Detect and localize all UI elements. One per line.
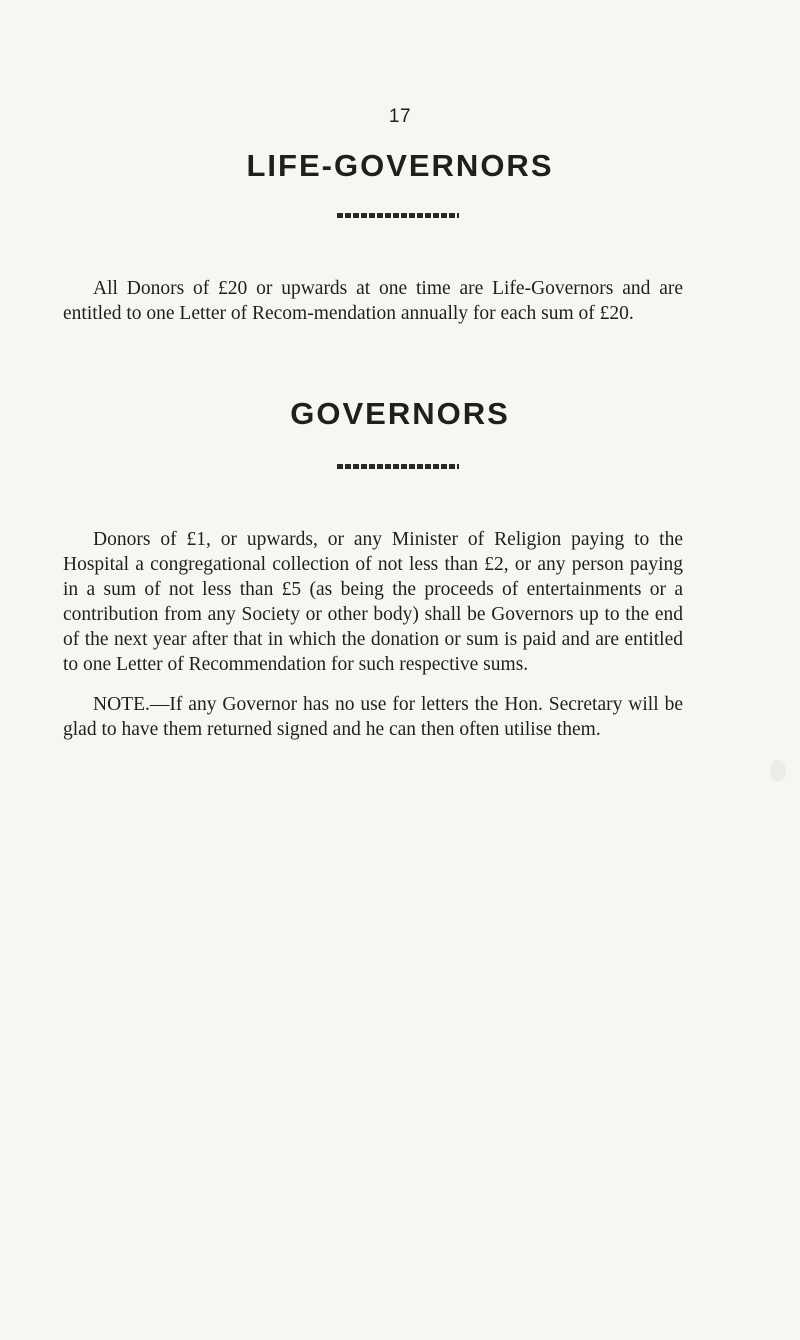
paragraph-governors [63, 527, 683, 677]
section-divider [337, 213, 459, 218]
paragraph-text: All Donors of £20 or upwards at one time are Life-Governors and are entitled to one Letter of Recom-mendation annually for each sum of £20. [63, 277, 683, 324]
page-number: 17 [388, 106, 412, 127]
paper-stain [770, 760, 786, 782]
paragraph-text: Donors of £1, or upwards, or any Minister of Religion paying to the Hospital a congregational collection of not less than £2, or any person paying in a sum of not less than £5 (as being the proceeds of entertainments or a contribution from any Society or other body) shall be Governors up to the end of the next year after that in which the donation or sum is paid and are entitled to one Letter of Recommendation for such respective sums. [63, 528, 683, 675]
section-divider [337, 464, 459, 469]
paragraph-text: NOTE.—If any Governor has no use for letters the Hon. Secretary will be glad to have them returned signed and he can then often utilise them. [63, 693, 683, 740]
section-heading-governors: GOVERNORS [290, 396, 510, 431]
section-heading-life-governors: LIFE-GOVERNORS [246, 148, 554, 183]
paragraph-life-governors [63, 276, 683, 326]
paragraph-note [63, 692, 683, 742]
